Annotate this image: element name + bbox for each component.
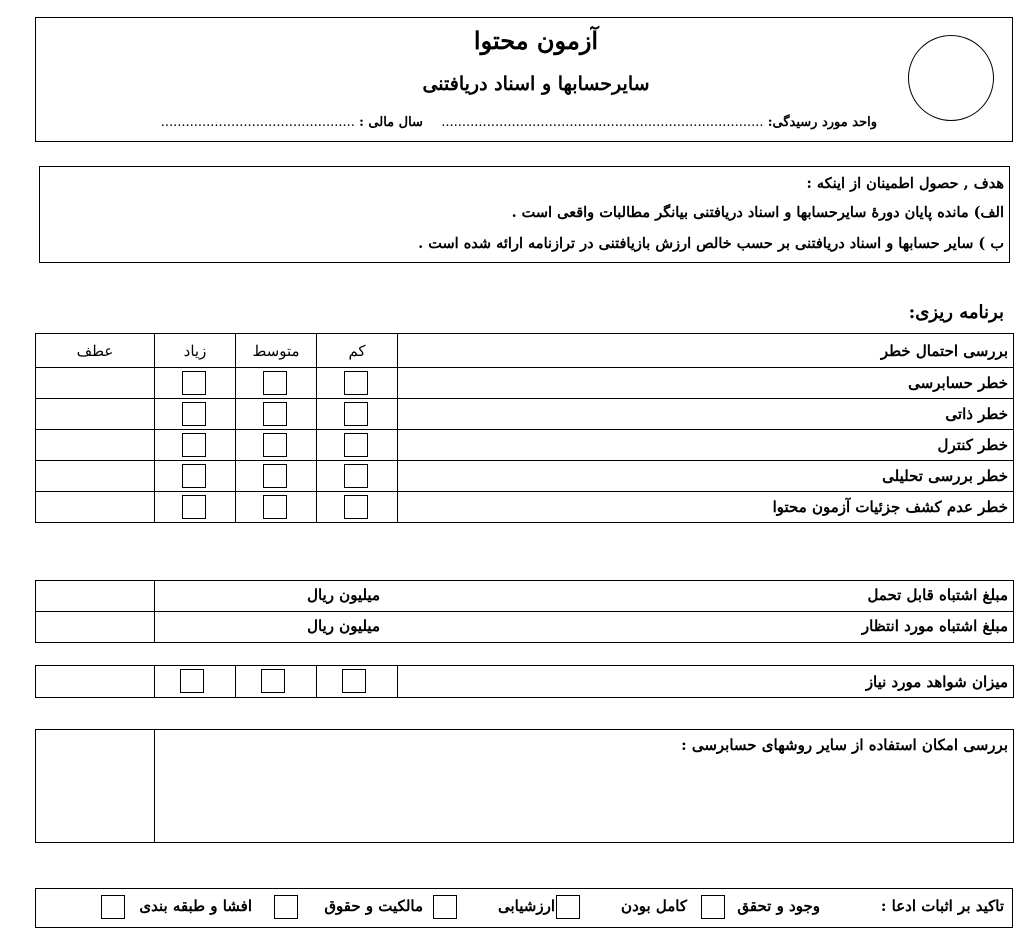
medium-checkbox[interactable]	[261, 669, 285, 693]
objective-heading: هدف , حصول اطمینان از اینکه :	[806, 175, 1004, 192]
assertion-existence-checkbox[interactable]	[701, 895, 725, 919]
assertion-ownership: مالکیت و حقوق	[324, 897, 423, 915]
other-procedures-label: بررسی امکان استفاده از سایر روشهای حسابرسی :	[155, 730, 1014, 843]
risk-label: خطر ذاتی	[398, 399, 1014, 430]
table-row	[36, 666, 1014, 698]
expected-label: مبلغ اشتباه مورد انتظار	[861, 617, 1008, 635]
objective-line-a: الف) مانده پایان دورهٔ سایرحسابها و اسناد دریافتنی بیانگر مطالبات واقعی است .	[511, 204, 1004, 221]
table-row	[36, 581, 1014, 612]
risk-label: خطر بررسی تحلیلی	[398, 461, 1014, 492]
unit-and-year-line	[161, 115, 877, 130]
tolerable-label: مبلغ اشتباه قابل تحمل	[867, 586, 1008, 604]
high-checkbox[interactable]	[182, 402, 206, 426]
high-checkbox[interactable]	[182, 371, 206, 395]
page-subtitle: سایرحسابها و اسناد دریافتنی	[422, 73, 650, 95]
planning-heading: برنامه ریزی:	[908, 302, 1004, 323]
assertion-completeness-checkbox[interactable]	[556, 895, 580, 919]
risk-label: خطر عدم کشف جزئیات آزمون محتوا	[398, 492, 1014, 523]
low-checkbox[interactable]	[344, 402, 368, 426]
low-checkbox[interactable]	[344, 433, 368, 457]
objective-line-b: ب ) سایر حسابها و اسناد دریافتنی بر حسب خالص ارزش بازیافتنی در ترازنامه ارائه شده است .	[418, 235, 1004, 252]
assertion-disclosure-checkbox[interactable]	[101, 895, 125, 919]
low-checkbox[interactable]	[344, 495, 368, 519]
high-checkbox[interactable]	[180, 669, 204, 693]
medium-checkbox[interactable]	[263, 402, 287, 426]
low-checkbox[interactable]	[342, 669, 366, 693]
col-high: زیاد	[155, 334, 236, 368]
table-row	[36, 430, 1014, 461]
unit-value: ..............................................................................	[441, 115, 764, 130]
risk-label: خطر حسابرسی	[398, 368, 1014, 399]
medium-checkbox[interactable]	[263, 371, 287, 395]
risk-header-row	[36, 334, 1014, 368]
other-procedures-table	[35, 729, 1014, 843]
page-title: آزمون محتوا	[473, 26, 599, 55]
assertion-disclosure: افشا و طبقه بندی	[139, 897, 252, 915]
low-checkbox[interactable]	[344, 464, 368, 488]
high-checkbox[interactable]	[182, 464, 206, 488]
col-low: کم	[317, 334, 398, 368]
unit-label: واحد مورد رسیدگی:	[767, 115, 877, 130]
year-label: سال مالی :	[359, 115, 423, 130]
expected-unit: میلیون ریال	[307, 617, 380, 635]
col-medium: متوسط	[236, 334, 317, 368]
table-row	[36, 730, 1014, 843]
objective-box	[39, 166, 1010, 263]
col-ref: عطف	[36, 334, 155, 368]
table-row	[36, 492, 1014, 523]
evidence-table	[35, 665, 1014, 698]
high-checkbox[interactable]	[182, 495, 206, 519]
medium-checkbox[interactable]	[263, 495, 287, 519]
assertion-completeness: کامل بودن	[621, 897, 687, 915]
assertion-valuation: ارزشیابی	[498, 897, 555, 915]
assertion-existence: وجود و تحقق	[737, 897, 820, 915]
year-value: ...............................................	[160, 115, 355, 130]
risk-label: خطر کنترل	[398, 430, 1014, 461]
assertions-box	[35, 888, 1013, 928]
tolerable-unit: میلیون ریال	[307, 586, 380, 604]
table-row	[36, 612, 1014, 643]
medium-checkbox[interactable]	[263, 464, 287, 488]
risk-table	[35, 333, 1014, 523]
high-checkbox[interactable]	[182, 433, 206, 457]
col-risk: بررسی احتمال خطر	[398, 334, 1014, 368]
evidence-label: میزان شواهد مورد نیاز	[398, 666, 1014, 698]
header-box	[35, 17, 1013, 142]
materiality-table	[35, 580, 1014, 643]
medium-checkbox[interactable]	[263, 433, 287, 457]
assertion-ownership-checkbox[interactable]	[274, 895, 298, 919]
table-row	[36, 399, 1014, 430]
table-row	[36, 368, 1014, 399]
assertion-valuation-checkbox[interactable]	[433, 895, 457, 919]
low-checkbox[interactable]	[344, 371, 368, 395]
assertions-label: تاکید بر اثبات ادعا :	[880, 897, 1004, 915]
table-row	[36, 461, 1014, 492]
